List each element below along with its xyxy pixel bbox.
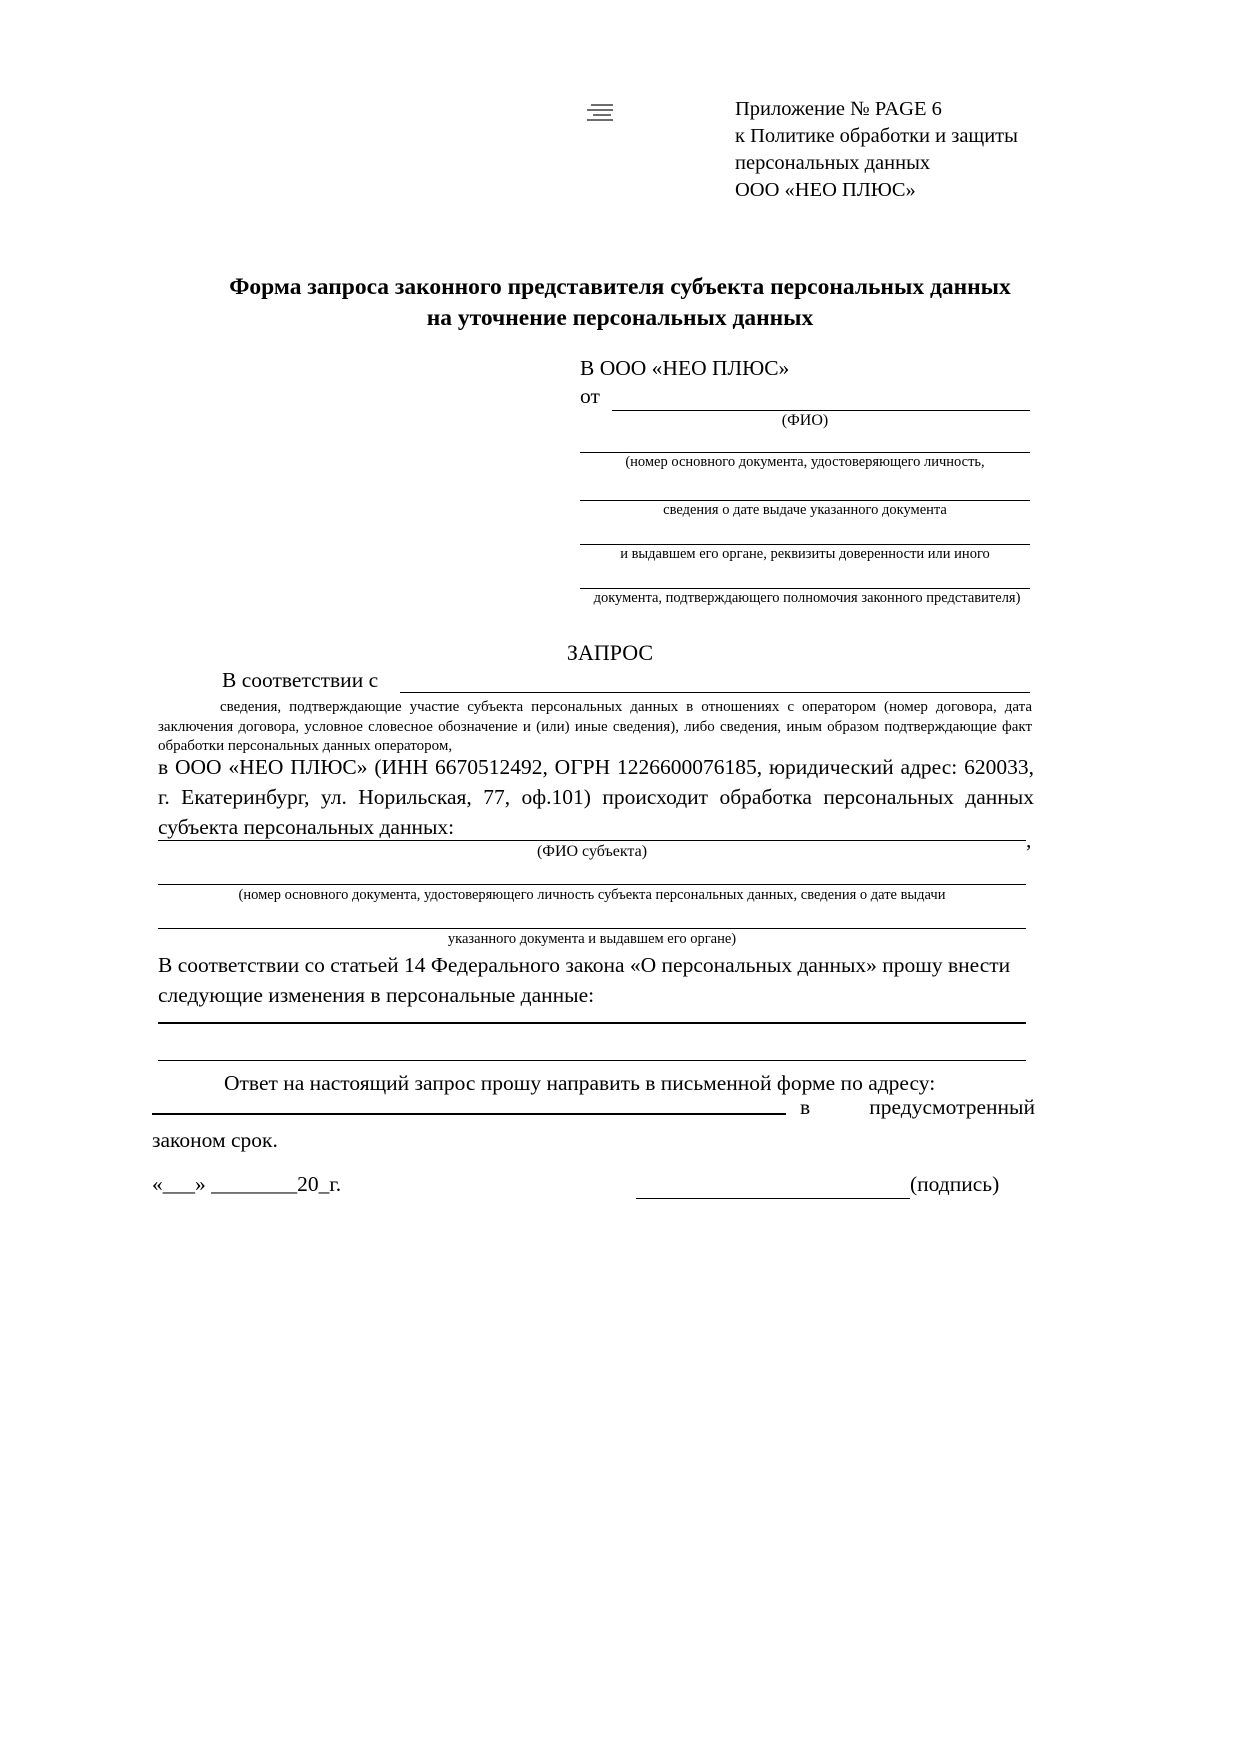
signature-label: (подпись)	[910, 1172, 1000, 1196]
fill-line-address[interactable]	[152, 1113, 786, 1115]
caption-doc-authority: документа, подтверждающего полномочия законного представителя)	[593, 590, 1021, 606]
from-label: от	[580, 384, 600, 408]
title-line-2: на уточнение персональных данных	[426, 305, 814, 331]
caption-doc-number: (номер основного документа, удостоверяющего личность,	[625, 454, 985, 470]
caption-doc-organ: и выдавшем его органе, реквизиты доверенности или иного	[620, 546, 990, 562]
addressee-line: В ООО «НЕО ПЛЮС»	[580, 356, 790, 380]
fill-line-fio[interactable]	[612, 410, 1030, 411]
fill-line-subject-fio[interactable]	[158, 840, 1026, 841]
comma-after-subject-fio: ,	[1026, 828, 1032, 852]
fill-line-in-accordance[interactable]	[400, 692, 1030, 693]
paragraph-answer-address: Ответ на настоящий запрос прошу направить в письменной форме по адресу:	[224, 1071, 936, 1095]
paragraph-operator-info: в ООО «НЕО ПЛЮС» (ИНН 6670512492, ОГРН 1226600076185, юридический адрес: 620033, г. Екатеринбург, ул. Норильская, 77, оф.101) происходит обработка персональных данных субъекта персональных данных:	[158, 755, 1034, 839]
tail-word: предусмотренный	[869, 1095, 1035, 1119]
page-title	[145, 272, 1095, 334]
title-line-1: Форма запроса законного представителя субъекта персональных данных	[229, 274, 1011, 300]
fill-line-subject-doc[interactable]	[158, 884, 1026, 885]
fineprint-note	[158, 698, 1032, 757]
document-mark-icon	[585, 104, 615, 130]
request-heading: ЗАПРОС	[566, 640, 654, 665]
fineprint-text: сведения, подтверждающие участие субъекта персональных данных в отношениях с оператором (номер договора, дата заключения договора, условное словесное обозначение и (или) иные сведения), либо сведения, иным образом подтверждающие факт обработки персональных данных оператором,	[158, 699, 1032, 754]
paragraph-term: законом срок.	[152, 1128, 278, 1152]
in-accordance-label: В соответствии с	[222, 668, 379, 692]
header-text-block	[735, 96, 1135, 204]
fill-line-changes-2[interactable]	[158, 1060, 1026, 1061]
header-line-2: к Политике обработки и защиты	[735, 125, 1018, 147]
caption-fio: (ФИО)	[781, 412, 829, 429]
caption-subject-doc: (номер основного документа, удостоверяющего личность субъекта персональных данных, сведения о дате выдачи	[238, 887, 946, 903]
caption-doc-date: сведения о дате выдаче указанного документа	[663, 502, 947, 518]
date-field[interactable]: «___» ________20_г.	[152, 1172, 342, 1196]
paragraph-article-14: В соответствии со статьей 14 Федерального закона «О персональных данных» прошу внести следующие изменения в персональные данные:	[158, 953, 1011, 1007]
header-line-1: Приложение № PAGE 6	[735, 98, 942, 120]
header-line-4: ООО «НЕО ПЛЮС»	[735, 179, 916, 201]
tail-preposition: в	[800, 1095, 811, 1119]
caption-subject-fio: (ФИО субъекта)	[536, 843, 648, 860]
fill-line-subject-organ[interactable]	[158, 928, 1026, 929]
fill-line-signature[interactable]	[636, 1198, 910, 1199]
header-line-3: персональных данных	[735, 152, 931, 174]
caption-subject-organ: указанного документа и выдавшем его органе)	[447, 931, 737, 947]
fill-line-changes-1[interactable]	[158, 1022, 1026, 1024]
